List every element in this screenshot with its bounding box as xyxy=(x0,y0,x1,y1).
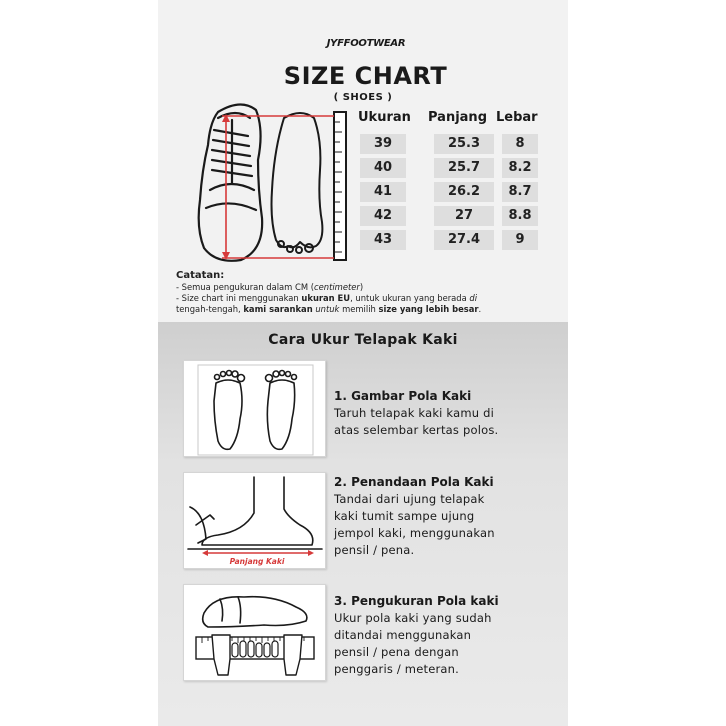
page-title: SIZE CHART xyxy=(283,62,448,90)
cell-lebar: 8.2 xyxy=(502,158,538,178)
cell-panjang: 25.3 xyxy=(434,134,494,154)
note-text: tengah-tengah, xyxy=(176,304,244,314)
cell-panjang: 26.2 xyxy=(434,182,494,202)
cell-ukuran: 39 xyxy=(360,134,406,154)
cell-lebar: 9 xyxy=(502,230,538,250)
howto-title: Cara Ukur Telapak Kaki xyxy=(268,332,458,348)
step-2-illustration xyxy=(183,472,326,569)
step-3-illustration xyxy=(183,584,326,681)
header-panjang: Panjang xyxy=(428,110,487,125)
step-2 xyxy=(334,475,534,559)
hands-ruler-measure-icon xyxy=(184,585,327,682)
table-row xyxy=(360,230,538,250)
note-line-3 xyxy=(176,304,556,315)
table-row xyxy=(360,182,538,202)
note-text: - Semua pengukuran dalam CM ( xyxy=(176,282,314,292)
header-lebar: Lebar xyxy=(496,110,538,125)
step-3 xyxy=(334,594,534,678)
step-desc-line: kaki tumit sampe ujung xyxy=(334,509,475,523)
brand-logo: JYFFOOTWEAR xyxy=(326,38,406,49)
header-ukuran: Ukuran xyxy=(358,110,411,125)
cell-lebar: 8.8 xyxy=(502,206,538,226)
cell-panjang: 27.4 xyxy=(434,230,494,250)
note-line-2 xyxy=(176,293,556,304)
foot-side-marking-icon xyxy=(184,473,327,570)
step-desc-line: jempol kaki, menggunakan xyxy=(334,526,495,540)
shoe-foot-ruler-illustration xyxy=(196,100,362,264)
step-1-description xyxy=(334,405,534,439)
step-desc-line: Tandai dari ujung telapak xyxy=(334,492,485,506)
step-1 xyxy=(334,389,534,439)
table-row xyxy=(360,206,538,226)
page-subtitle: ( SHOES ) xyxy=(333,92,393,103)
step-2-title: 2. Penandaan Pola Kaki xyxy=(334,475,494,489)
size-chart-poster xyxy=(158,0,568,726)
note-bold: ukuran EU xyxy=(301,293,351,303)
note-emphasis: centimeter xyxy=(314,282,360,292)
cell-ukuran: 42 xyxy=(360,206,406,226)
note-emphasis: untuk xyxy=(312,304,340,314)
note-text: - Size chart ini menggunakan xyxy=(176,293,302,303)
note-text: ) xyxy=(359,282,364,292)
note-bold: size yang lebih besar xyxy=(378,304,479,314)
step-desc-line: Taruh telapak kaki kamu di xyxy=(334,406,494,420)
step-desc-line: penggaris / meteran. xyxy=(334,662,459,676)
note-text: memilih xyxy=(339,304,379,314)
step-2-description xyxy=(334,491,534,559)
step-desc-line: Ukur pola kaki yang sudah xyxy=(334,611,492,625)
note-line-1 xyxy=(176,282,556,293)
note-text: , untuk ukuran yang berada xyxy=(350,293,470,303)
panjang-kaki-label: Panjang Kaki xyxy=(229,557,285,566)
step-desc-line: pensil / pena dengan xyxy=(334,645,459,659)
note-emphasis: di xyxy=(469,293,478,303)
cell-ukuran: 43 xyxy=(360,230,406,250)
table-row xyxy=(360,158,538,178)
step-desc-line: pensil / pena. xyxy=(334,543,415,557)
table-row xyxy=(360,134,538,154)
cell-lebar: 8 xyxy=(502,134,538,154)
cell-panjang: 27 xyxy=(434,206,494,226)
step-1-title: 1. Gambar Pola Kaki xyxy=(334,389,472,403)
note-text: . xyxy=(478,304,482,314)
step-1-illustration xyxy=(183,360,326,457)
notes-block xyxy=(176,270,556,315)
cell-ukuran: 41 xyxy=(360,182,406,202)
step-3-description xyxy=(334,610,534,678)
step-desc-line: ditandai menggunakan xyxy=(334,628,472,642)
cell-panjang: 25.7 xyxy=(434,158,494,178)
footprints-on-paper-icon xyxy=(184,361,327,458)
note-bold: kami sarankan xyxy=(243,304,313,314)
cell-ukuran: 40 xyxy=(360,158,406,178)
cell-lebar: 8.7 xyxy=(502,182,538,202)
step-3-title: 3. Pengukuran Pola kaki xyxy=(334,594,499,608)
notes-title: Catatan: xyxy=(176,270,225,281)
step-desc-line: atas selembar kertas polos. xyxy=(334,423,499,437)
